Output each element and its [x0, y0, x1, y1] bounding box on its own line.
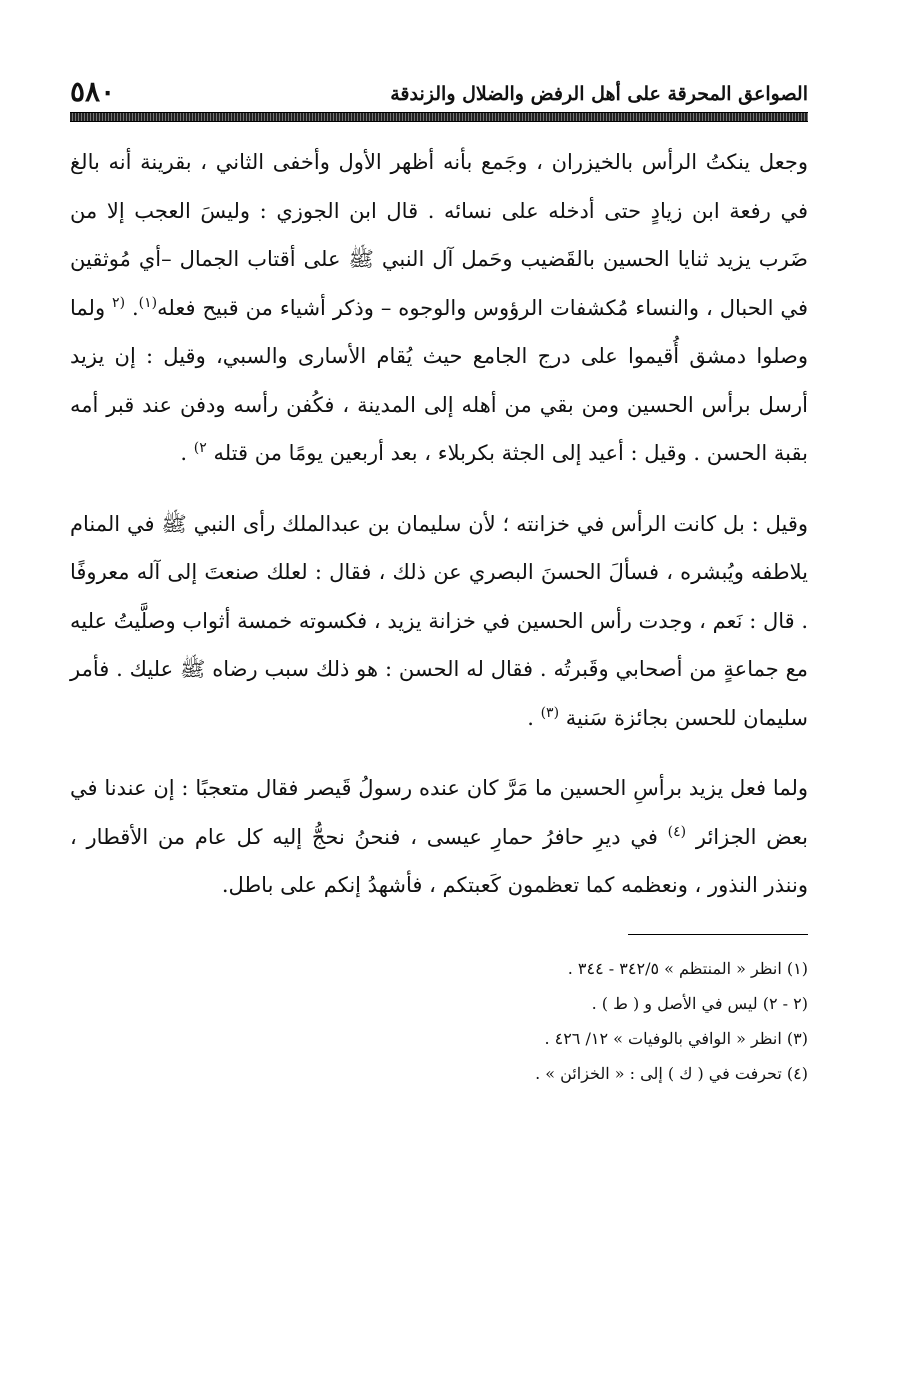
book-page	[70, 68, 808, 1318]
footnote-2: (٢ - ٢) ليس في الأصل و ( ط ) .	[591, 993, 808, 1013]
footnote-3: (٣) انظر « الوافي بالوفيات » ١٢/ ٤٢٦ .	[544, 1028, 808, 1048]
running-title: الصواعق المحرقة على أهل الرفض والضلال والزندقة	[390, 83, 808, 105]
paragraph-text: وجعل ينكتُ الرأس بالخيزران ، وجَمع بأنه أظهر الأول وأخفى الثاني ، بقرينة أنه بالغ في رفعة ابن زيادٍ حتى أدخله على نسائه . قال ابن الجوزي : وليسَ العجب إلا من ضَرب يزيد ثنايا الحسين بالقَضيب وحَمل آل النبي ﷺ على أقتاب الجمال –أي مُوثقين في الحبال ، والنساء مُكشفات الرؤوس والوجوه – وذكر أشياء من قبيح فعله	[70, 150, 808, 320]
footnote-divider	[628, 934, 808, 935]
body-text	[70, 138, 808, 910]
footnote-ref: ٢)	[193, 440, 207, 456]
paragraph-text: ولما فعل يزيد برأسِ الحسين ما مَرَّ كان عنده رسولُ قَيصر فقال متعجبًا : إن عندنا في بعض الجزائر	[70, 776, 808, 849]
footnote-1: (١) انظر « المنتظم » ٣٤٢/٥ - ٣٤٤ .	[567, 958, 808, 978]
footnote-4: (٤) تحرفت في ( ك ) إلى : « الخزائن » .	[535, 1063, 808, 1083]
footnote-ref: (٤)	[667, 823, 687, 840]
footnotes	[70, 951, 808, 1091]
header-divider	[70, 112, 808, 122]
paragraph-text: وقيل : بل كانت الرأس في خزانته ؛ لأن سليمان بن عبدالملك رأى النبي ﷺ في المنام يلاطفه ويُبشره ، فسألَ الحسنَ البصري عن ذلك ، فقال : لعلك صنعتَ إلى آله معروفًا . قال : نَعم ، وجدت رأس الحسين في خزانة يزيد ، فكسوته خمسة أثواب وصلَّيتُ عليه مع جماعةٍ من أصحابي وقَبرتُه . فقال له الحسن : هو ذلك سبب رضاه ﷺ عليك . فأمر سليمان للحسن بجائزة سَنية	[69, 511, 808, 730]
paragraph-2	[70, 500, 808, 743]
paragraph-3	[70, 764, 808, 910]
paragraph-text: .	[527, 705, 541, 730]
footnote-ref: (١)	[138, 294, 158, 311]
paragraph-1	[70, 138, 808, 478]
paragraph-text: .	[180, 441, 194, 465]
page-number: ٥٨٠	[70, 75, 116, 108]
footnote-ref: (٢	[112, 294, 126, 311]
page-header	[70, 68, 808, 108]
paragraph-text: .	[125, 295, 139, 320]
paragraph-text: في ديرِ حافرُ حمارِ عيسى ، فنحنُ نحجُّ إليه كل عام من الأقطار ، وننذر النذور ، ونعظمه كما تعظمون كَعبتكم ، فأشهدُ إنكم على باطل.	[70, 824, 808, 897]
footnote-ref: (٣)	[540, 704, 560, 721]
paragraph-text: ولما وصلوا دمشق أُقيموا على درج الجامع حيث يُقام الأسارى والسبي، وقيل : إن يزيد أرسل برأس الحسين ومن بقي من أهله إلى المدينة ، فكُفن رأسه ودفن عند قبر أمه بقبة الحسن . وقيل : أعيد إلى الجثة بكربلاء ، بعد أربعين يومًا من قتله	[70, 295, 808, 465]
